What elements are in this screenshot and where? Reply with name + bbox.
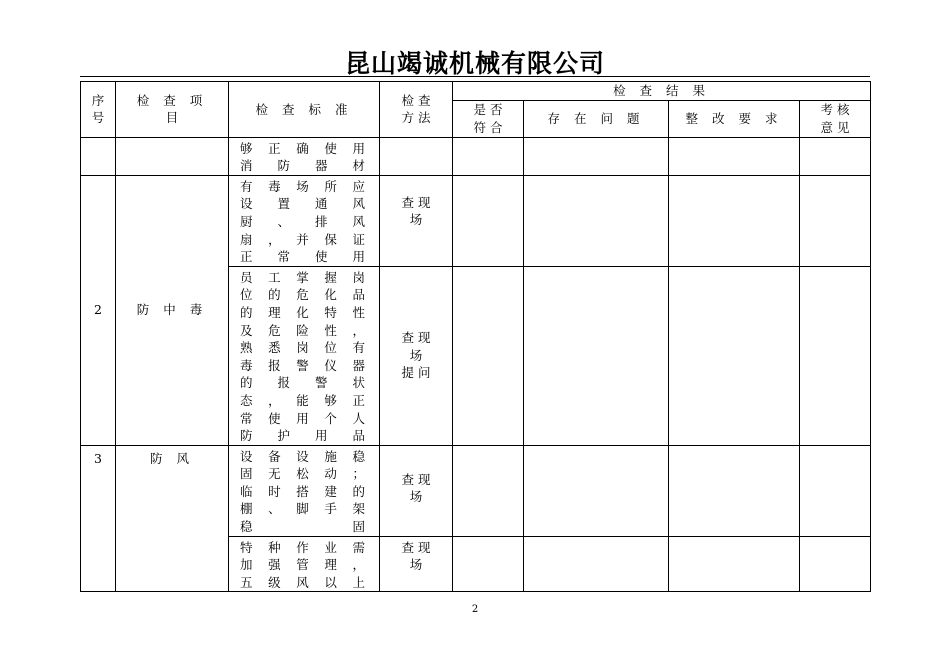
header-rectify: 整 改 要 求: [669, 100, 800, 137]
item-cell: [116, 137, 229, 175]
item-cell: 防 中 毒: [116, 175, 229, 445]
document-title: 昆山竭诚机械有限公司: [344, 49, 605, 78]
criteria-cell: 员 工 掌 握 岗 位 的 危 化 品 的 理 化 特 性 及 危 险 性 ， 熟 悉 岗 位 有 毒 报 警 仪 器 的 报 警 状 态 ， 能 够 正 常 使 用 个 人 防 护 用 品: [229, 266, 380, 445]
header-issues: 存 在 问 题: [524, 100, 669, 137]
criteria-cell: 特 种 作 业 需 加 强 管 理 ， 五 级 风 以 上: [229, 536, 380, 592]
issues-cell: [524, 137, 669, 175]
conform-cell: [453, 445, 524, 536]
header-item: 检 查 项 目: [116, 82, 229, 138]
title-underline: [80, 76, 870, 77]
issues-cell: [524, 445, 669, 536]
header-row-top: [81, 82, 871, 101]
header-result: 检 查 结 果: [453, 82, 871, 101]
conform-cell: [453, 536, 524, 592]
header-assess: 考 核 意 见: [800, 100, 871, 137]
assess-cell: [800, 175, 871, 266]
index-cell: 2: [81, 175, 116, 445]
table-row: [81, 445, 871, 536]
rectify-cell: [669, 536, 800, 592]
header-criteria: 检 查 标 准: [229, 82, 380, 138]
header-index: 序 号: [81, 82, 116, 138]
criteria-cell: 设 备 设 施 稳 固 无 松 动 ； 临 时 搭 建 的 棚 、 脚 手 架 稳 固: [229, 445, 380, 536]
index-cell: [81, 137, 116, 175]
assess-cell: [800, 536, 871, 592]
issues-cell: [524, 175, 669, 266]
header-method: 检 查 方 法: [380, 82, 453, 138]
table-row: [81, 137, 871, 175]
conform-cell: [453, 266, 524, 445]
conform-cell: [453, 175, 524, 266]
method-cell: 查 现 场: [380, 175, 453, 266]
rectify-cell: [669, 445, 800, 536]
criteria-cell: 够 正 确 使 用 消 防 器 材: [229, 137, 380, 175]
method-cell: 查 现 场: [380, 536, 453, 592]
header-conform: 是 否 符 合: [453, 100, 524, 137]
assess-cell: [800, 137, 871, 175]
rectify-cell: [669, 175, 800, 266]
page-number: 2: [471, 604, 479, 615]
assess-cell: [800, 445, 871, 536]
issues-cell: [524, 536, 669, 592]
criteria-cell: 有 毒 场 所 应 设 置 通 风 厨 、 排 风 扇 ， 并 保 证 正 常 使 用: [229, 175, 380, 266]
index-cell: 3: [81, 445, 116, 592]
table-row: [81, 175, 871, 266]
rectify-cell: [669, 266, 800, 445]
assess-cell: [800, 266, 871, 445]
item-cell: 防 风: [116, 445, 229, 592]
conform-cell: [453, 137, 524, 175]
issues-cell: [524, 266, 669, 445]
method-cell: [380, 137, 453, 175]
method-cell: 查 现 场: [380, 445, 453, 536]
method-cell: 查 现 场 提 问: [380, 266, 453, 445]
inspection-table: [80, 81, 871, 592]
rectify-cell: [669, 137, 800, 175]
